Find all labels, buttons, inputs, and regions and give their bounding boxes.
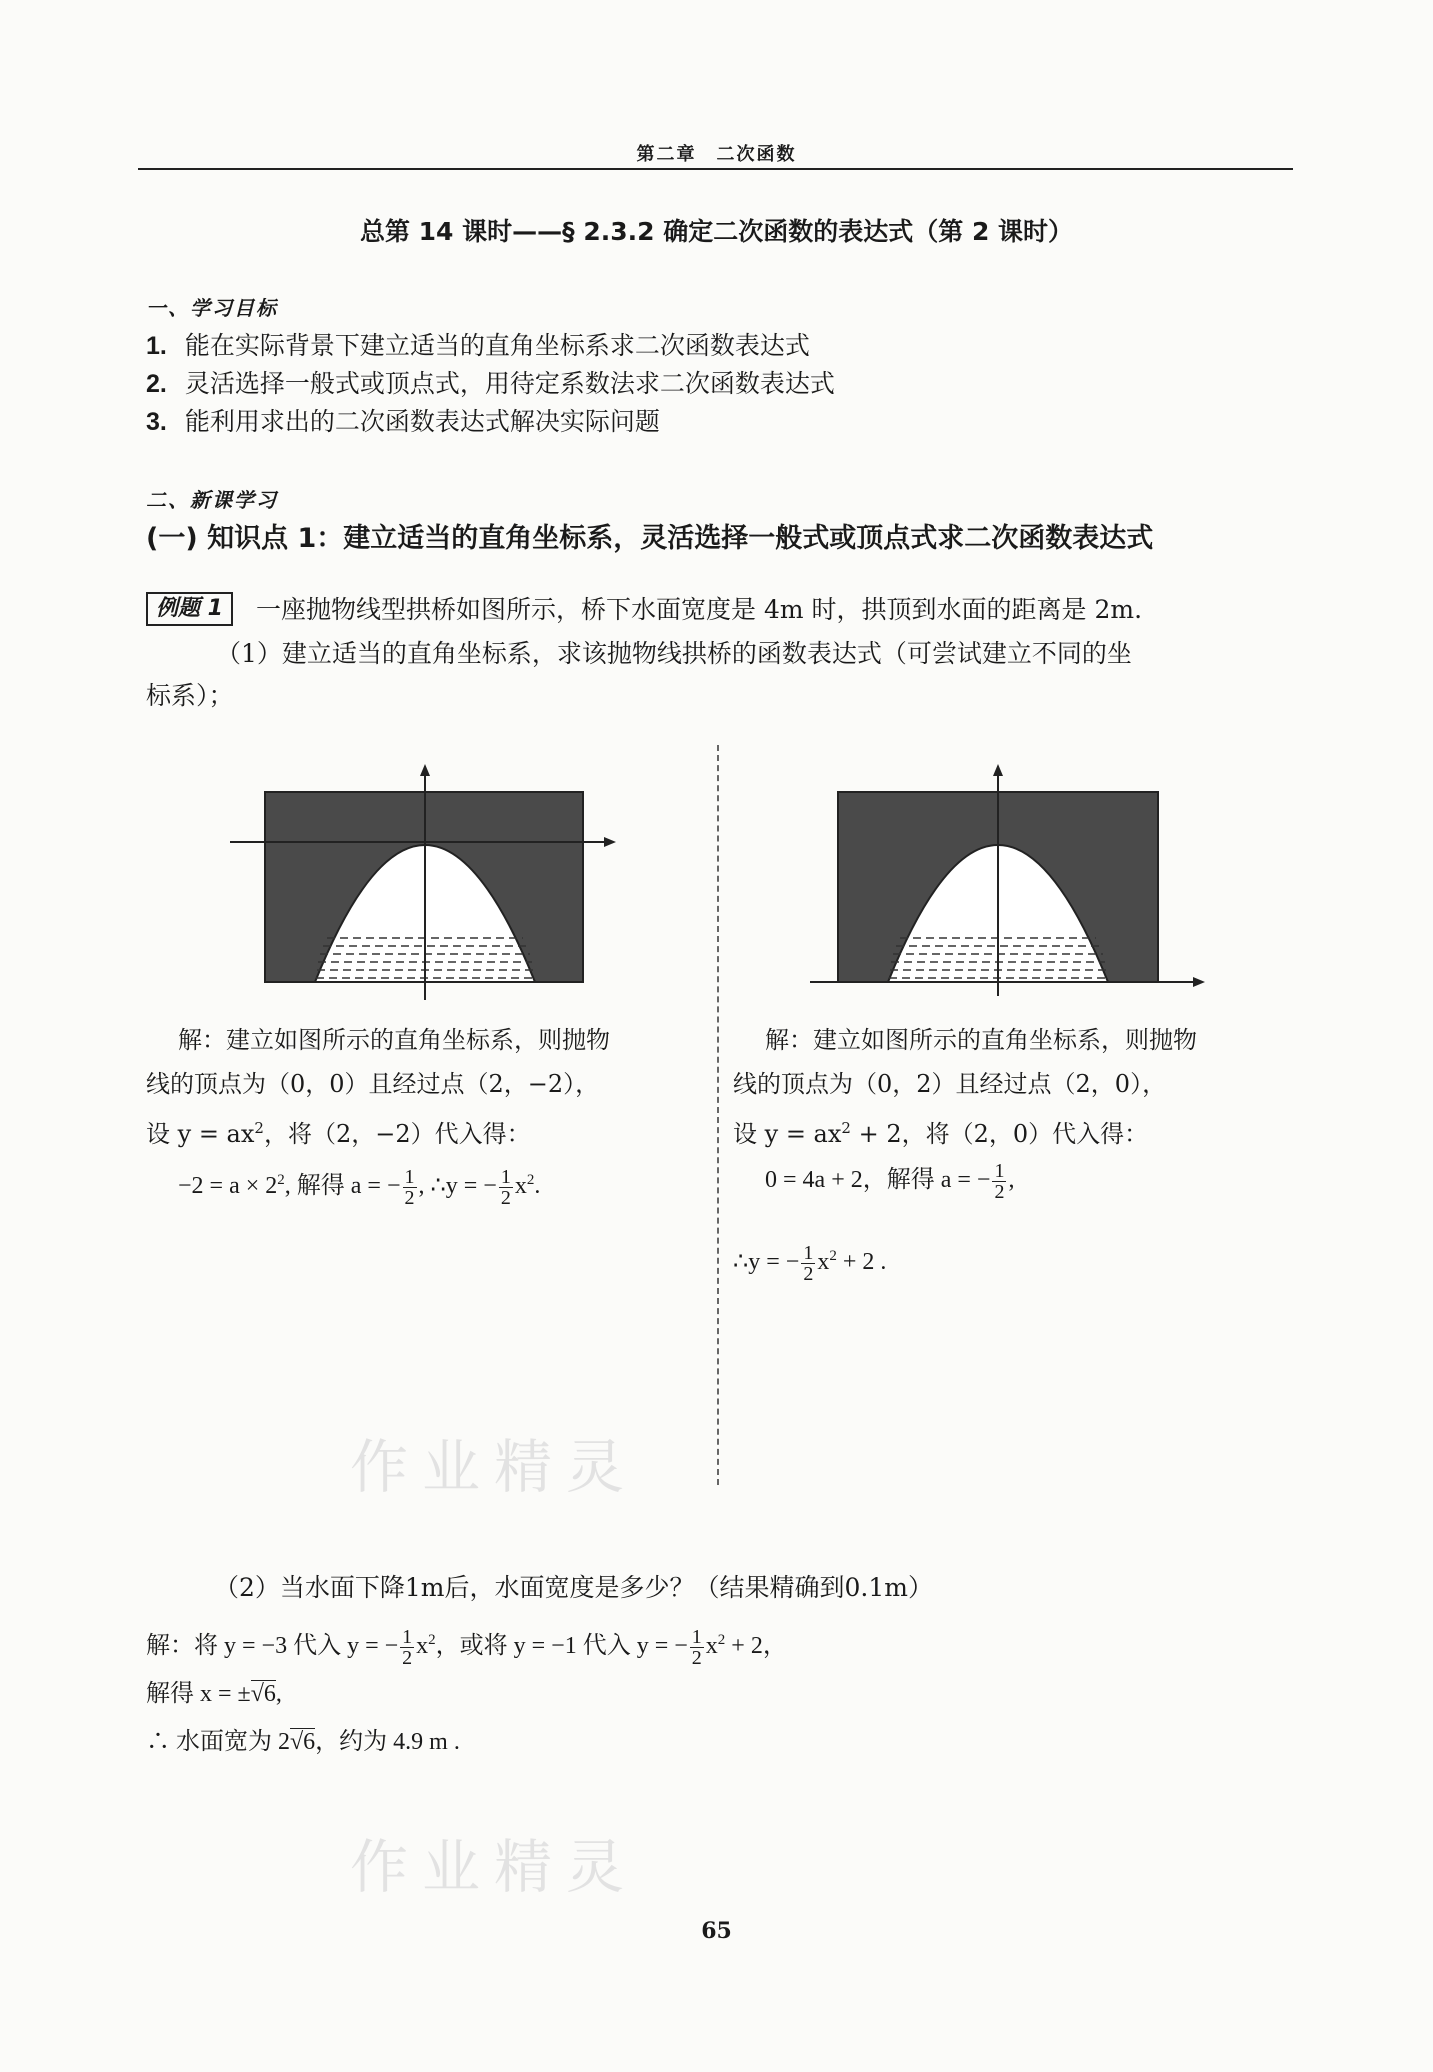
objective-item: 3. 能利用求出的二次函数表达式解决实际问题 bbox=[146, 407, 660, 436]
solution-left-equation: $-2 = a \times 2^2$, 解得 a = − $\frac{1}{2}$ , ∴y = − $\frac{1}{2}$ $x^2$. bbox=[178, 1165, 541, 1209]
solution-right-result: ∴y = − $\frac{1}{2}$ $x^2 + 2$ . bbox=[733, 1241, 887, 1285]
header-rule bbox=[138, 168, 1293, 170]
question-1-line: （1）建立适当的直角坐标系，求该抛物线拱桥的函数表达式（可尝试建立不同的坐 bbox=[216, 639, 1132, 668]
question-2-solution-line: ∴ 水面宽为 2√6，约为 4.9 m . bbox=[146, 1729, 460, 1755]
question-2-solution-line: 解：将 y = −3 代入 y = − $\frac{1}{2}$ $x^2$，或将 y = −1 代入 y = − $\frac{1}{2}$ $x^2 + 2$， bbox=[146, 1625, 787, 1669]
x-axis-arrow-icon bbox=[604, 837, 616, 847]
solution-right-line: 设 $y = ax^2 + 2$，将（2，0）代入得： bbox=[733, 1119, 1149, 1148]
section-new-learning-heading: 二、新课学习 bbox=[146, 488, 278, 512]
bridge-diagram-left bbox=[220, 760, 620, 1000]
lesson-title: 总第 14 课时——§ 2.3.2 确定二次函数的表达式（第 2 课时） bbox=[359, 217, 1074, 246]
example-text: 一座抛物线型拱桥如图所示，桥下水面宽度是 4m 时，拱顶到水面的距离是 2m. bbox=[256, 595, 1143, 624]
fraction-one-half: $\frac{1}{2}$ bbox=[803, 1241, 814, 1285]
solution-left-line: 设 $y = ax^2$，将（2，−2）代入得： bbox=[146, 1119, 531, 1148]
solution-right-line: 线的顶点为（0，2）且经过点（2，0）， bbox=[733, 1070, 1167, 1098]
fraction-one-half: $\frac{1}{2}$ bbox=[994, 1159, 1005, 1203]
question-1-line: 标系）； bbox=[146, 681, 234, 710]
fraction-one-half: $\frac{1}{2}$ bbox=[402, 1625, 413, 1669]
watermark: 作业精灵 bbox=[350, 1433, 639, 1501]
bridge-diagram-right bbox=[805, 760, 1215, 1000]
solution-right-equation: 0 = 4a + 2，解得 a = − $\frac{1}{2}$ , bbox=[765, 1159, 1015, 1203]
page-number: 65 bbox=[701, 1918, 732, 1944]
question-2-solution-line: 解得 x = ±√6, bbox=[146, 1681, 282, 1707]
solution-left-line: 解：建立如图所示的直角坐标系，则抛物 bbox=[178, 1026, 610, 1054]
chapter-header: 第二章 二次函数 bbox=[636, 144, 797, 165]
fraction-one-half: $\frac{1}{2}$ bbox=[691, 1625, 702, 1669]
x-axis-arrow-icon bbox=[1193, 977, 1205, 987]
y-axis-arrow-icon bbox=[993, 764, 1003, 776]
fraction-one-half: $\frac{1}{2}$ bbox=[500, 1165, 511, 1209]
column-divider bbox=[717, 745, 719, 1485]
question-2: （2）当水面下降1m后，水面宽度是多少？（结果精确到0.1m） bbox=[214, 1573, 933, 1602]
section-objectives-heading: 一、学习目标 bbox=[146, 296, 278, 320]
watermark: 作业精灵 bbox=[350, 1833, 639, 1901]
objective-item: 2. 灵活选择一般式或顶点式，用待定系数法求二次函数表达式 bbox=[146, 369, 835, 398]
example-label: 例题 1 bbox=[146, 592, 233, 626]
y-axis-arrow-icon bbox=[420, 764, 430, 776]
objective-item: 1. 能在实际背景下建立适当的直角坐标系求二次函数表达式 bbox=[146, 331, 810, 360]
solution-left-line: 线的顶点为（0，0）且经过点（2，−2）， bbox=[146, 1070, 600, 1098]
knowledge-point-heading: (一) 知识点 1：建立适当的直角坐标系，灵活选择一般式或顶点式求二次函数表达式 bbox=[146, 523, 1154, 554]
solution-right-line: 解：建立如图所示的直角坐标系，则抛物 bbox=[765, 1026, 1197, 1054]
fraction-one-half: $\frac{1}{2}$ bbox=[404, 1165, 415, 1209]
sqrt-radicand: √6 bbox=[290, 1729, 316, 1755]
sqrt-radicand: √6 bbox=[250, 1681, 276, 1707]
